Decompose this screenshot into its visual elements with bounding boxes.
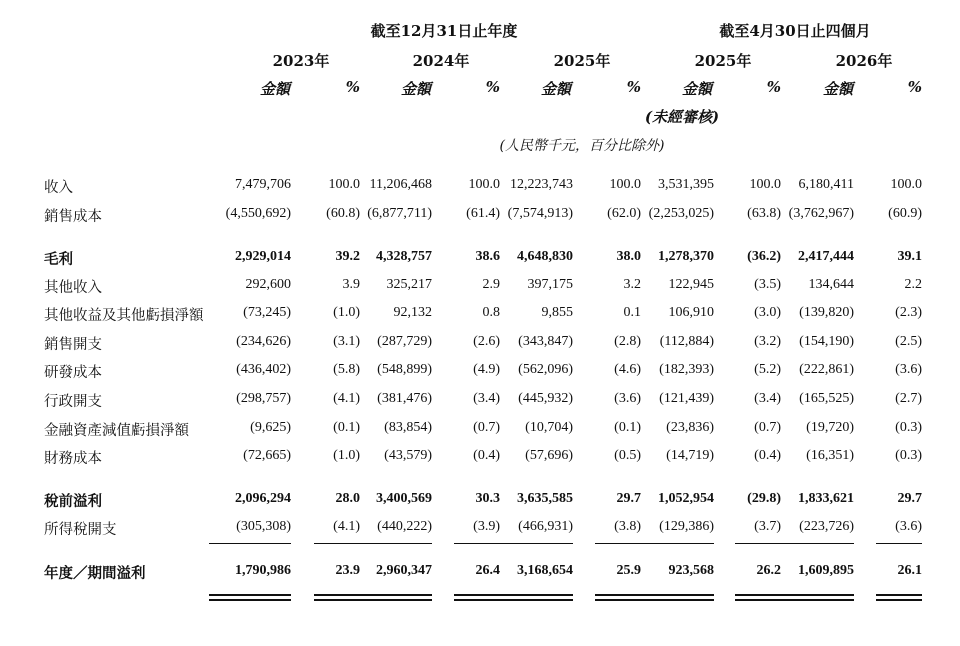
cell-pct-2025: 3.2 — [623, 277, 641, 292]
cell-amount-2026-interim: (16,351) — [806, 448, 854, 463]
cell-pct-2024: (0.7) — [473, 420, 500, 435]
row-label: 銷售開支 — [44, 337, 102, 353]
cell-pct-2023: (1.0) — [333, 305, 360, 320]
pct-subheader-2025: % — [626, 78, 641, 96]
cell-amount-2025: (466,931) — [518, 519, 573, 534]
cell-amount-2025-interim: 1,052,954 — [658, 491, 714, 506]
cell-amount-2025-interim: (121,439) — [659, 391, 714, 406]
cell-pct-2025-interim: (0.4) — [754, 448, 781, 463]
cell-amount-2025-interim: (23,836) — [666, 420, 714, 435]
cell-pct-2025: 25.9 — [616, 563, 641, 578]
cell-pct-2026-interim: (2.5) — [895, 334, 922, 349]
unaudited-note: (未經審核) — [644, 108, 720, 126]
row-label: 收入 — [44, 180, 73, 196]
cell-amount-2023: 1,790,986 — [235, 563, 291, 578]
cell-pct-2025: (2.8) — [614, 334, 641, 349]
cell-pct-2025-interim: (63.8) — [747, 206, 781, 221]
row-label: 年度／期間溢利 — [44, 565, 146, 582]
amount-subheader-2024: 金額 — [400, 80, 432, 98]
subtotal-underline — [876, 543, 922, 544]
row-label: 其他收入 — [44, 280, 102, 296]
cell-amount-2023: (73,245) — [243, 305, 291, 320]
cell-amount-2025-interim: (14,719) — [666, 448, 714, 463]
cell-pct-2025-interim: 100.0 — [749, 177, 781, 192]
cell-amount-2026-interim: 2,417,444 — [798, 249, 854, 264]
cell-amount-2024: (287,729) — [377, 334, 432, 349]
cell-amount-2023: (72,665) — [243, 448, 291, 463]
year-header-2025: 2025年 — [553, 52, 611, 70]
cell-amount-2025: 3,168,654 — [517, 563, 573, 578]
cell-amount-2025: (343,847) — [518, 334, 573, 349]
year-header-2025-interim: 2025年 — [694, 52, 752, 70]
cell-pct-2025-interim: (5.2) — [754, 362, 781, 377]
cell-pct-2025: (3.6) — [614, 391, 641, 406]
total-double-underline — [350, 594, 432, 601]
cell-amount-2026-interim: 134,644 — [808, 277, 854, 292]
cell-pct-2023: (4.1) — [333, 391, 360, 406]
cell-pct-2026-interim: (2.3) — [895, 305, 922, 320]
cell-amount-2025: (562,096) — [518, 362, 573, 377]
cell-amount-2024: 325,217 — [386, 277, 432, 292]
cell-pct-2025-interim: (3.2) — [754, 334, 781, 349]
cell-pct-2026-interim: (3.6) — [895, 362, 922, 377]
total-double-underline — [491, 594, 573, 601]
cell-amount-2024: (83,854) — [384, 420, 432, 435]
cell-pct-2024: 100.0 — [468, 177, 500, 192]
cell-pct-2023: 23.9 — [335, 563, 360, 578]
cell-pct-2024: (61.4) — [466, 206, 500, 221]
cell-amount-2023: (9,625) — [250, 420, 291, 435]
cell-pct-2025-interim: 26.2 — [756, 563, 781, 578]
cell-pct-2023: (0.1) — [333, 420, 360, 435]
cell-amount-2024: (440,222) — [377, 519, 432, 534]
pct-subheader-2024: % — [485, 78, 500, 96]
cell-amount-2026-interim: 1,833,621 — [798, 491, 854, 506]
cell-pct-2026-interim: 26.1 — [897, 563, 922, 578]
cell-pct-2026-interim: (60.9) — [888, 206, 922, 221]
cell-pct-2023: 39.2 — [335, 249, 360, 264]
cell-amount-2023: 7,479,706 — [235, 177, 291, 192]
pct-subheader-2025-interim: % — [766, 78, 781, 96]
cell-pct-2025: 38.0 — [616, 249, 641, 264]
cell-amount-2023: 2,929,014 — [235, 249, 291, 264]
cell-pct-2025: 100.0 — [609, 177, 641, 192]
cell-pct-2025: (3.8) — [614, 519, 641, 534]
row-label: 稅前溢利 — [44, 493, 102, 510]
cell-pct-2025-interim: (3.5) — [754, 277, 781, 292]
cell-pct-2024: 0.8 — [482, 305, 500, 320]
year-header-2024: 2024年 — [412, 52, 470, 70]
row-label: 毛利 — [44, 251, 73, 268]
cell-amount-2025: 4,648,830 — [517, 249, 573, 264]
cell-amount-2025: (445,932) — [518, 391, 573, 406]
row-label: 金融資產減值虧損淨額 — [44, 423, 189, 439]
cell-pct-2026-interim: (2.7) — [895, 391, 922, 406]
cell-amount-2024: (548,899) — [377, 362, 432, 377]
cell-amount-2025-interim: 106,910 — [668, 305, 714, 320]
cell-pct-2025: (0.5) — [614, 448, 641, 463]
cell-amount-2024: 3,400,569 — [376, 491, 432, 506]
cell-amount-2026-interim: (154,190) — [799, 334, 854, 349]
cell-pct-2023: (1.0) — [333, 448, 360, 463]
cell-pct-2026-interim: (0.3) — [895, 420, 922, 435]
subtotal-underline — [209, 543, 291, 544]
cell-pct-2023: (3.1) — [333, 334, 360, 349]
cell-amount-2024: 92,132 — [393, 305, 432, 320]
cell-pct-2026-interim: (0.3) — [895, 448, 922, 463]
cell-amount-2023: (4,550,692) — [225, 206, 291, 221]
cell-pct-2024: 38.6 — [475, 249, 500, 264]
pct-subheader-2026-interim: % — [907, 78, 922, 96]
cell-amount-2026-interim: (165,525) — [799, 391, 854, 406]
cell-amount-2024: 2,960,347 — [376, 563, 432, 578]
cell-pct-2023: (5.8) — [333, 362, 360, 377]
cell-amount-2023: (305,308) — [236, 519, 291, 534]
cell-amount-2026-interim: (19,720) — [806, 420, 854, 435]
cell-amount-2024: (6,877,711) — [367, 206, 432, 221]
year-header-2026-interim: 2026年 — [835, 52, 893, 70]
cell-amount-2023: 2,096,294 — [235, 491, 291, 506]
cell-amount-2025: 12,223,743 — [510, 177, 573, 192]
cell-pct-2025-interim: (29.8) — [747, 491, 781, 506]
cell-amount-2024: (381,476) — [377, 391, 432, 406]
year-header-2023: 2023年 — [272, 52, 330, 70]
cell-amount-2025: 397,175 — [527, 277, 573, 292]
pct-subheader-2023: % — [345, 78, 360, 96]
amount-subheader-2025: 金額 — [540, 80, 572, 98]
cell-pct-2026-interim: 39.1 — [897, 249, 922, 264]
cell-pct-2025: (4.6) — [614, 362, 641, 377]
cell-pct-2025: (62.0) — [607, 206, 641, 221]
cell-pct-2025-interim: (36.2) — [747, 249, 781, 264]
cell-amount-2025: (10,704) — [525, 420, 573, 435]
row-label: 所得稅開支 — [44, 522, 117, 538]
cell-pct-2026-interim: 2.2 — [904, 277, 922, 292]
cell-pct-2023: (60.8) — [326, 206, 360, 221]
cell-amount-2025-interim: 923,568 — [668, 563, 714, 578]
cell-amount-2026-interim: 1,609,895 — [798, 563, 854, 578]
total-double-underline — [632, 594, 714, 601]
cell-pct-2023: 100.0 — [328, 177, 360, 192]
interim-period-header: 截至4月30日止四個月 — [719, 22, 871, 40]
total-double-underline — [772, 594, 854, 601]
cell-pct-2024: (2.6) — [473, 334, 500, 349]
subtotal-underline — [491, 543, 573, 544]
cell-amount-2024: (43,579) — [384, 448, 432, 463]
cell-pct-2026-interim: 29.7 — [897, 491, 922, 506]
cell-amount-2025: (57,696) — [525, 448, 573, 463]
cell-amount-2025-interim: (2,253,025) — [648, 206, 714, 221]
cell-amount-2025: 3,635,585 — [517, 491, 573, 506]
row-label: 財務成本 — [44, 451, 102, 467]
subtotal-underline — [350, 543, 432, 544]
cell-amount-2026-interim: (139,820) — [799, 305, 854, 320]
cell-amount-2023: (234,626) — [236, 334, 291, 349]
cell-amount-2023: (436,402) — [236, 362, 291, 377]
cell-amount-2025-interim: (112,884) — [659, 334, 714, 349]
cell-amount-2023: 292,600 — [245, 277, 291, 292]
cell-pct-2023: (4.1) — [333, 519, 360, 534]
cell-amount-2025-interim: 1,278,370 — [658, 249, 714, 264]
currency-note: (人民幣千元，百分比除外) — [499, 138, 665, 154]
cell-pct-2024: 2.9 — [482, 277, 500, 292]
cell-amount-2026-interim: (222,861) — [799, 362, 854, 377]
row-label: 研發成本 — [44, 365, 102, 381]
cell-pct-2025-interim: (3.4) — [754, 391, 781, 406]
cell-pct-2024: 30.3 — [475, 491, 500, 506]
amount-subheader-2025-interim: 金額 — [681, 80, 713, 98]
cell-pct-2025-interim: (0.7) — [754, 420, 781, 435]
cell-amount-2025-interim: (182,393) — [659, 362, 714, 377]
cell-pct-2025-interim: (3.0) — [754, 305, 781, 320]
cell-pct-2026-interim: 100.0 — [890, 177, 922, 192]
subtotal-underline — [632, 543, 714, 544]
cell-pct-2025: (0.1) — [614, 420, 641, 435]
amount-subheader-2026-interim: 金額 — [822, 80, 854, 98]
row-label: 行政開支 — [44, 394, 102, 410]
cell-amount-2026-interim: 6,180,411 — [798, 177, 854, 192]
cell-amount-2026-interim: (3,762,967) — [788, 206, 854, 221]
cell-amount-2025-interim: 3,531,395 — [658, 177, 714, 192]
cell-pct-2024: (3.9) — [473, 519, 500, 534]
cell-amount-2025-interim: (129,386) — [659, 519, 714, 534]
cell-pct-2024: 26.4 — [475, 563, 500, 578]
annual-period-header: 截至12月31日止年度 — [370, 22, 518, 40]
cell-pct-2025: 0.1 — [623, 305, 641, 320]
subtotal-underline — [772, 543, 854, 544]
cell-pct-2024: (3.4) — [473, 391, 500, 406]
cell-amount-2025: 9,855 — [541, 305, 573, 320]
cell-pct-2025: 29.7 — [616, 491, 641, 506]
cell-amount-2024: 11,206,468 — [369, 177, 432, 192]
row-label: 其他收益及其他虧損淨額 — [44, 308, 204, 324]
cell-pct-2023: 3.9 — [342, 277, 360, 292]
cell-amount-2025-interim: 122,945 — [668, 277, 714, 292]
cell-pct-2025-interim: (3.7) — [754, 519, 781, 534]
cell-amount-2025: (7,574,913) — [507, 206, 573, 221]
cell-pct-2024: (0.4) — [473, 448, 500, 463]
total-double-underline — [876, 594, 922, 601]
cell-amount-2023: (298,757) — [236, 391, 291, 406]
cell-amount-2024: 4,328,757 — [376, 249, 432, 264]
cell-amount-2026-interim: (223,726) — [799, 519, 854, 534]
total-double-underline — [209, 594, 291, 601]
cell-pct-2023: 28.0 — [335, 491, 360, 506]
amount-subheader-2023: 金額 — [259, 80, 291, 98]
cell-pct-2024: (4.9) — [473, 362, 500, 377]
cell-pct-2026-interim: (3.6) — [895, 519, 922, 534]
row-label: 銷售成本 — [44, 209, 102, 225]
